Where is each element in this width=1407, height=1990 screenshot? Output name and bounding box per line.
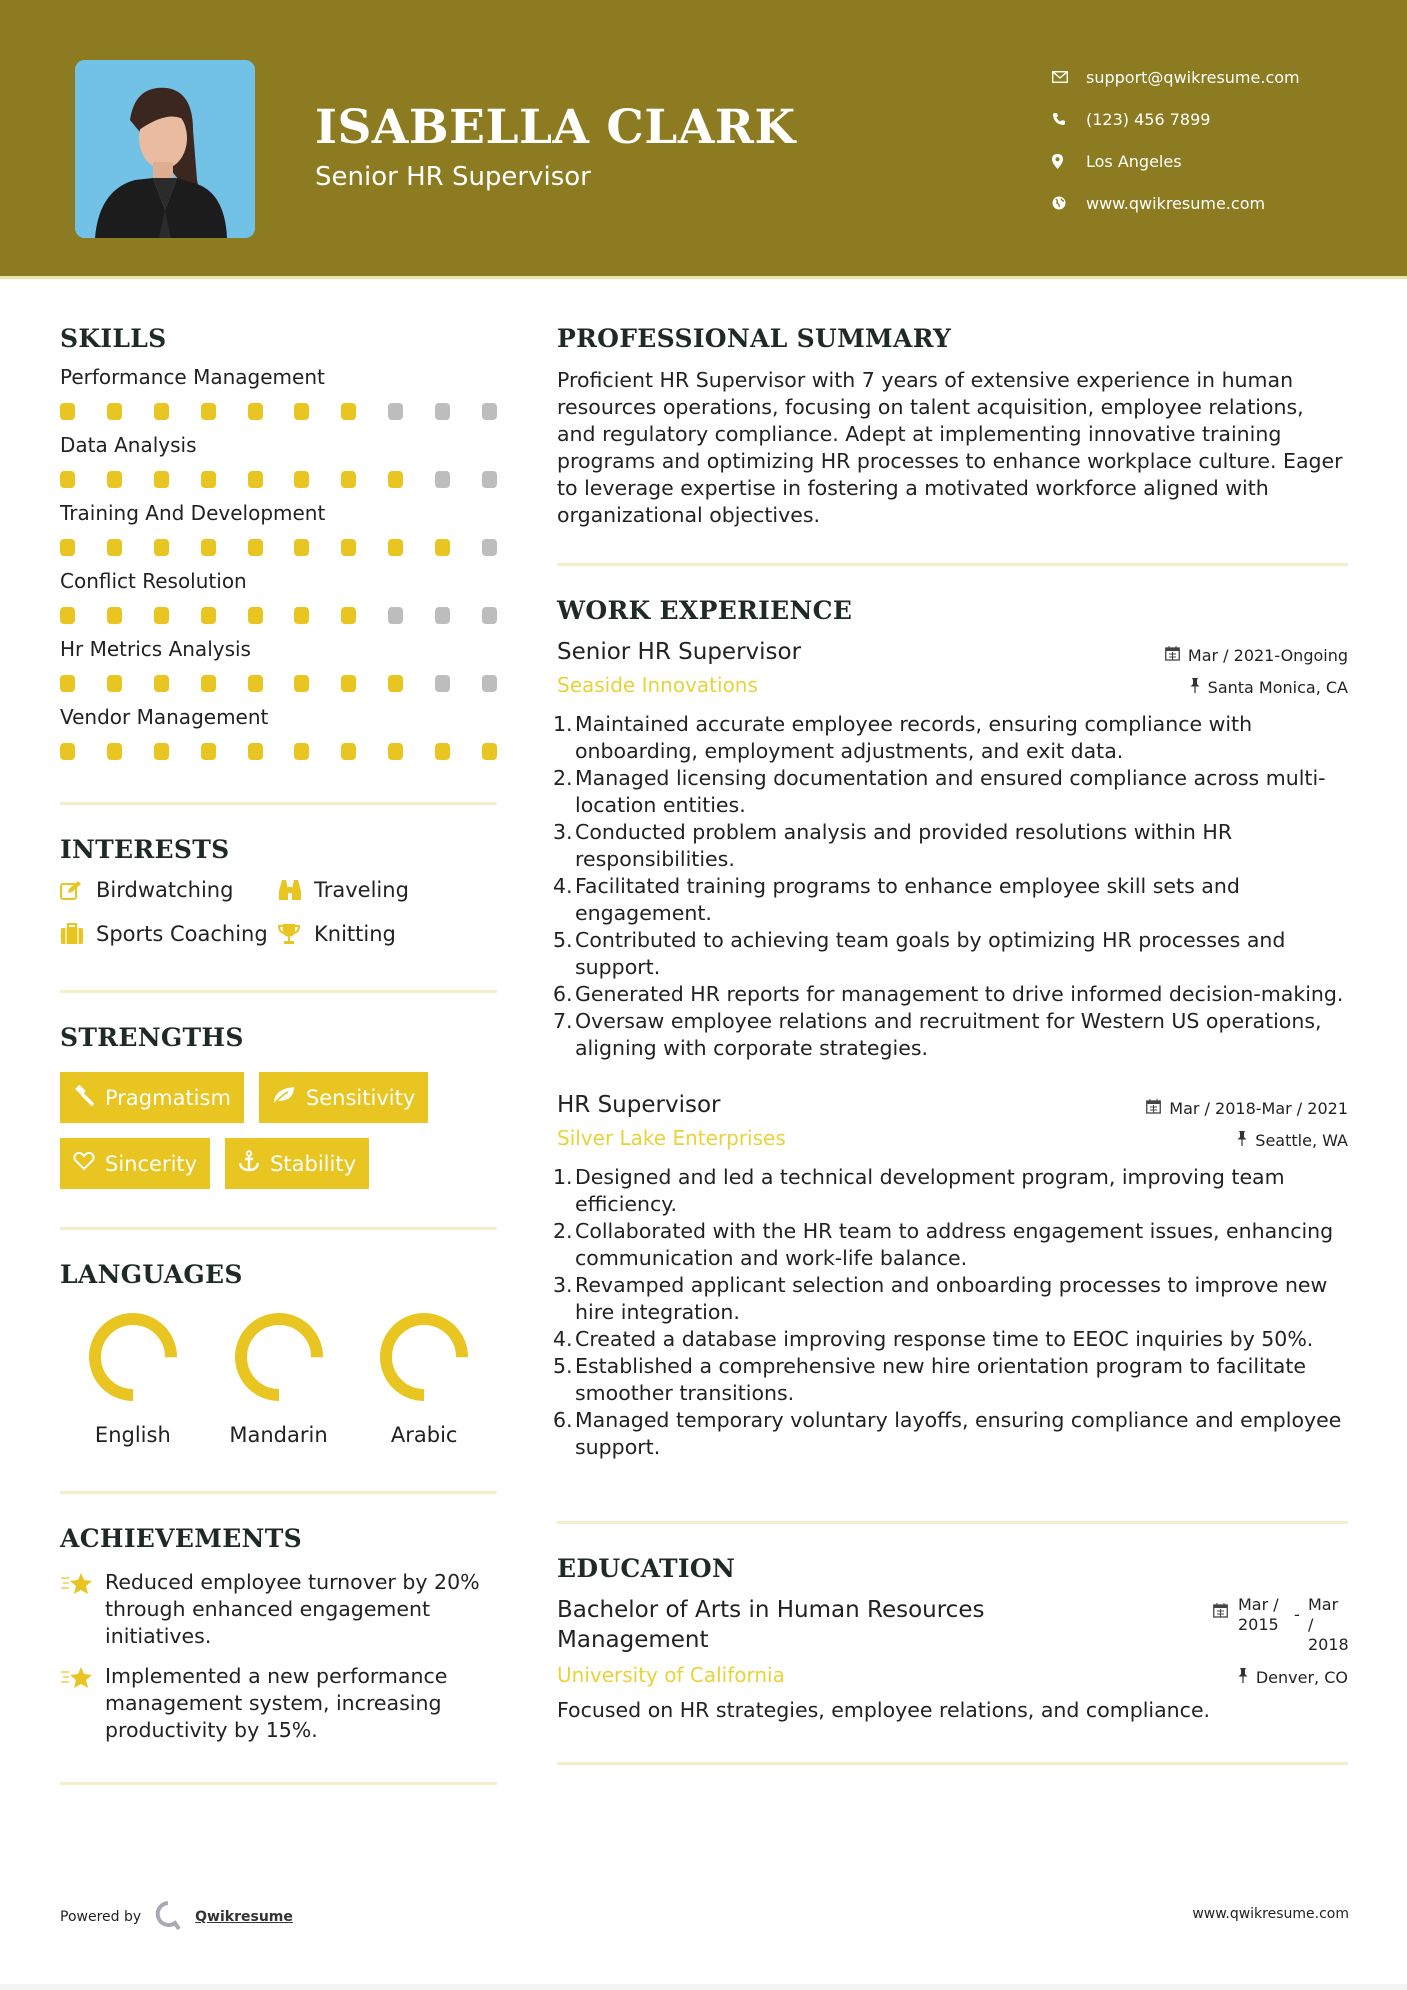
map-marker-icon	[1050, 154, 1086, 169]
calendar-icon	[1146, 1099, 1161, 1118]
interest-item	[60, 878, 278, 902]
experience-heading: WORK EXPERIENCE	[557, 596, 853, 625]
interests-list	[60, 878, 497, 946]
rating-dot-filled	[248, 743, 263, 760]
strength-tag	[60, 1072, 244, 1123]
job-location-text: Seattle, WA	[1255, 1131, 1348, 1150]
interest-label: Birdwatching	[96, 878, 234, 902]
school-name: University of California	[557, 1663, 785, 1687]
candidate-title: Senior HR Supervisor	[315, 162, 591, 192]
rating-dot-filled	[154, 539, 169, 556]
bullet-number: 4.	[553, 1327, 573, 1351]
interest-item	[278, 922, 497, 946]
bullet-text: Oversaw employee relations and recruitment for Western US operations, aligning with corporate strategies.	[575, 1009, 1322, 1060]
skills-list	[60, 365, 497, 760]
footer-powered-by	[60, 1900, 293, 1934]
bullet-item	[553, 1164, 1348, 1218]
interests-heading: INTERESTS	[60, 835, 230, 864]
contact-website-text: www.qwikresume.com	[1086, 193, 1266, 213]
rating-dot-filled	[60, 403, 75, 420]
candidate-name: ISABELLA CLARK	[315, 100, 796, 155]
contact-phone-text: (123) 456 7899	[1086, 109, 1211, 129]
left-column	[60, 320, 497, 1785]
bullet-text: Managed temporary voluntary layoffs, ensuring compliance and employee support.	[575, 1408, 1342, 1459]
job-entry	[553, 1092, 1348, 1461]
strength-label: Stability	[270, 1151, 357, 1176]
bullet-number: 2.	[553, 766, 573, 790]
job-dates	[1146, 1099, 1348, 1118]
section-divider	[557, 1762, 1348, 1765]
rating-dot-filled	[107, 539, 122, 556]
bullet-number: 1.	[553, 1165, 573, 1189]
bullet-number: 6.	[553, 1408, 573, 1432]
language-progress-ring	[378, 1311, 470, 1403]
rating-dot-filled	[107, 675, 122, 692]
rating-dot-filled	[154, 743, 169, 760]
gavel-icon	[73, 1084, 95, 1111]
skill-rating	[60, 403, 497, 420]
rating-dot-filled	[60, 539, 75, 556]
summary-text: Proficient HR Supervisor with 7 years of extensive experience in human resources operations, focusing on talent acquisition, employee relations, and regulatory compliance. Adept at implementing innovative training programs and optimizing HR processes to enhance workplace culture. Eager to leverage expertise in fostering a motivated workforce aligned with organizational objectives.	[557, 368, 1343, 527]
education-start: Mar / 2015	[1238, 1595, 1279, 1634]
job-bullets	[553, 1164, 1348, 1461]
contact-website[interactable]	[1050, 182, 1300, 224]
rating-dot-empty	[435, 607, 450, 624]
language-label: Mandarin	[229, 1423, 328, 1447]
bullet-item	[553, 1326, 1348, 1353]
leaf-icon	[272, 1085, 296, 1110]
skill-rating	[60, 471, 497, 488]
rating-dot-filled	[341, 675, 356, 692]
header-divider	[0, 276, 1407, 279]
strength-tag	[259, 1072, 428, 1123]
anchor-icon	[238, 1150, 260, 1177]
section-divider	[557, 1521, 1348, 1524]
education-header	[557, 1595, 1348, 1655]
bullet-text: Established a comprehensive new hire orientation program to facilitate smoother transitions.	[575, 1354, 1306, 1405]
rating-dot-empty	[482, 403, 497, 420]
rating-dot-filled	[388, 539, 403, 556]
skill-name: Data Analysis	[60, 433, 197, 457]
education-end: Mar / 2018	[1308, 1595, 1349, 1654]
summary-heading: PROFESSIONAL SUMMARY	[557, 324, 952, 353]
rating-dot-filled	[107, 743, 122, 760]
strengths-heading: STRENGTHS	[60, 1023, 244, 1052]
bullet-text: Conducted problem analysis and provided resolutions within HR responsibilities.	[575, 820, 1233, 871]
bullet-text: Managed licensing documentation and ensured compliance across multi-location entities.	[575, 766, 1326, 817]
trophy-icon	[278, 923, 314, 945]
contact-list	[1050, 56, 1300, 224]
rating-dot-filled	[341, 471, 356, 488]
language-item	[206, 1311, 352, 1447]
rating-dot-filled	[341, 539, 356, 556]
globe-icon	[1050, 196, 1086, 210]
rating-dot-filled	[201, 743, 216, 760]
strength-tag	[225, 1138, 369, 1189]
rating-dot-filled	[201, 403, 216, 420]
section-divider	[60, 1782, 497, 1785]
section-divider	[557, 563, 1348, 566]
contact-phone[interactable]	[1050, 98, 1300, 140]
achievements-heading: ACHIEVEMENTS	[60, 1524, 302, 1553]
degree-title: Bachelor of Arts in Human Resources Management	[557, 1597, 985, 1653]
rating-dot-empty	[388, 403, 403, 420]
section-divider	[60, 1227, 497, 1230]
qwikresume-logo-icon	[153, 1900, 183, 1934]
bullet-item	[553, 765, 1348, 819]
section-divider	[60, 990, 497, 993]
rating-dot-filled	[201, 675, 216, 692]
interest-label: Traveling	[314, 878, 409, 902]
rating-dot-filled	[341, 607, 356, 624]
pushpin-icon	[1190, 678, 1200, 697]
strength-label: Pragmatism	[105, 1085, 231, 1110]
bullet-number: 6.	[553, 982, 573, 1006]
bullet-number: 5.	[553, 928, 573, 952]
language-progress-ring	[87, 1311, 179, 1403]
rating-dot-filled	[201, 539, 216, 556]
pushpin-icon	[1237, 1131, 1247, 1150]
contact-email[interactable]	[1050, 56, 1300, 98]
rating-dot-filled	[60, 607, 75, 624]
bullet-number: 3.	[553, 820, 573, 844]
bullet-item	[553, 873, 1348, 927]
edit-icon	[60, 880, 96, 900]
strength-tag	[60, 1138, 210, 1189]
right-column	[553, 320, 1349, 1765]
skill-name: Performance Management	[60, 365, 325, 389]
powered-by-label: Powered by	[60, 1909, 142, 1925]
job-header	[557, 1092, 1348, 1118]
rating-dot-filled	[201, 471, 216, 488]
rating-dot-filled	[60, 675, 75, 692]
envelope-icon	[1050, 71, 1086, 83]
skill-rating	[60, 675, 497, 692]
rating-dot-filled	[341, 743, 356, 760]
education-subheader	[557, 1663, 1348, 1687]
education-location-text: Denver, CO	[1255, 1668, 1348, 1687]
strength-label: Sensitivity	[305, 1085, 416, 1110]
section-divider	[60, 1491, 497, 1494]
bullet-item	[553, 1272, 1348, 1326]
job-location	[1190, 678, 1348, 697]
education-heading: EDUCATION	[557, 1554, 736, 1583]
bullet-text: Maintained accurate employee records, ensuring compliance with onboarding, employment adjustments, and exit data.	[575, 712, 1253, 763]
bullet-text: Contributed to achieving team goals by optimizing HR processes and support.	[575, 928, 1286, 979]
rating-dot-filled	[388, 675, 403, 692]
rating-dot-empty	[482, 607, 497, 624]
rating-dot-filled	[294, 607, 309, 624]
language-item	[60, 1311, 206, 1447]
strengths-list	[60, 1072, 497, 1189]
shooting-star-icon	[60, 1569, 105, 1650]
rating-dot-filled	[294, 471, 309, 488]
resume-header	[0, 0, 1407, 276]
bullet-text: Created a database improving response time to EEOC inquiries by 50%.	[575, 1327, 1314, 1351]
rating-dot-filled	[248, 403, 263, 420]
rating-dot-filled	[154, 607, 169, 624]
education-dates	[1213, 1595, 1348, 1655]
contact-location-text: Los Angeles	[1086, 151, 1182, 171]
rating-dot-filled	[107, 607, 122, 624]
bullet-item	[553, 1008, 1348, 1062]
rating-dot-empty	[482, 675, 497, 692]
rating-dot-filled	[107, 471, 122, 488]
bullet-text: Designed and led a technical development program, improving team efficiency.	[575, 1165, 1285, 1216]
bullet-number: 2.	[553, 1219, 573, 1243]
rating-dot-filled	[60, 743, 75, 760]
skills-heading: SKILLS	[60, 324, 167, 353]
rating-dot-filled	[248, 607, 263, 624]
skill-rating	[60, 607, 497, 624]
bullet-number: 4.	[553, 874, 573, 898]
bullet-text: Collaborated with the HR team to address engagement issues, enhancing communication and work-life balance.	[575, 1219, 1334, 1270]
education-location	[1238, 1668, 1348, 1687]
bullet-number: 7.	[553, 1009, 573, 1033]
calendar-icon	[1165, 646, 1180, 665]
rating-dot-filled	[435, 743, 450, 760]
job-subheader	[557, 673, 1348, 697]
rating-dot-filled	[154, 675, 169, 692]
rating-dot-filled	[294, 743, 309, 760]
skill-name: Training And Development	[60, 501, 326, 525]
language-label: English	[94, 1423, 171, 1447]
rating-dot-filled	[60, 471, 75, 488]
rating-dot-filled	[248, 675, 263, 692]
suitcase-icon	[60, 923, 96, 945]
language-progress-ring	[233, 1311, 325, 1403]
profile-photo	[75, 60, 255, 238]
bullet-item	[553, 981, 1348, 1008]
achievement-text: Implemented a new performance management system, increasing productivity by 15%.	[105, 1664, 448, 1742]
date-separator: -	[1294, 1605, 1300, 1624]
languages-list	[60, 1311, 497, 1447]
interest-label: Sports Coaching	[96, 922, 268, 946]
rating-dot-empty	[482, 471, 497, 488]
rating-dot-filled	[388, 743, 403, 760]
rating-dot-filled	[248, 539, 263, 556]
language-item	[351, 1311, 497, 1447]
bullet-item	[553, 711, 1348, 765]
shooting-star-icon	[60, 1663, 105, 1744]
job-location-text: Santa Monica, CA	[1207, 678, 1348, 697]
job-subheader	[557, 1126, 1348, 1150]
interest-item	[278, 878, 497, 902]
section-divider	[60, 802, 497, 805]
company-name: Seaside Innovations	[557, 673, 758, 697]
rating-dot-filled	[341, 403, 356, 420]
education-entry	[557, 1595, 1348, 1724]
skill-name: Conflict Resolution	[60, 569, 247, 593]
company-name: Silver Lake Enterprises	[557, 1126, 786, 1150]
page-bottom-edge	[0, 1984, 1407, 1990]
person-photo-icon	[75, 60, 255, 238]
rating-dot-filled	[294, 539, 309, 556]
job-dates-text: Mar / 2021-Ongoing	[1187, 646, 1348, 665]
languages-heading: LANGUAGES	[60, 1260, 243, 1289]
job-bullets	[553, 711, 1348, 1062]
achievements-list	[60, 1569, 497, 1744]
pushpin-icon	[1238, 1668, 1248, 1687]
skill-name: Vendor Management	[60, 705, 269, 729]
rating-dot-filled	[294, 403, 309, 420]
rating-dot-filled	[388, 471, 403, 488]
achievement-item	[60, 1663, 497, 1744]
phone-icon	[1050, 112, 1086, 126]
job-dates-text: Mar / 2018-Mar / 2021	[1169, 1099, 1348, 1118]
rating-dot-empty	[435, 403, 450, 420]
skill-rating	[60, 743, 497, 760]
bullet-text: Facilitated training programs to enhance employee skill sets and engagement.	[575, 874, 1240, 925]
job-location	[1237, 1131, 1348, 1150]
bullet-number: 1.	[553, 712, 573, 736]
rating-dot-empty	[388, 607, 403, 624]
achievement-text: Reduced employee turnover by 20% through enhanced engagement initiatives.	[105, 1570, 480, 1648]
bullet-item	[553, 819, 1348, 873]
bullet-item	[553, 1353, 1348, 1407]
contact-location	[1050, 140, 1300, 182]
qwikresume-link[interactable]: Qwikresume	[195, 1909, 293, 1925]
rating-dot-filled	[482, 743, 497, 760]
bullet-text: Generated HR reports for management to drive informed decision-making.	[575, 982, 1344, 1006]
interest-label: Knitting	[314, 922, 396, 946]
rating-dot-empty	[482, 539, 497, 556]
interest-item	[60, 922, 278, 946]
calendar-icon	[1213, 1595, 1228, 1622]
rating-dot-filled	[107, 403, 122, 420]
bullet-number: 5.	[553, 1354, 573, 1378]
strength-label: Sincerity	[105, 1151, 198, 1176]
bullet-item	[553, 1218, 1348, 1272]
job-title: Senior HR Supervisor	[557, 639, 802, 665]
rating-dot-filled	[154, 471, 169, 488]
education-description: Focused on HR strategies, employee relations, and compliance.	[557, 1698, 1211, 1722]
skill-rating	[60, 539, 497, 556]
job-title: HR Supervisor	[557, 1092, 721, 1118]
bullet-text: Revamped applicant selection and onboarding processes to improve new hire integration.	[575, 1273, 1328, 1324]
language-label: Arabic	[390, 1423, 458, 1447]
job-dates	[1165, 646, 1348, 665]
job-entry	[553, 639, 1348, 1062]
heart-icon	[73, 1151, 95, 1176]
bullet-item	[553, 927, 1348, 981]
bullet-number: 3.	[553, 1273, 573, 1297]
achievement-item	[60, 1569, 497, 1650]
contact-email-text: support@qwikresume.com	[1086, 67, 1300, 87]
rating-dot-filled	[154, 403, 169, 420]
rating-dot-filled	[201, 607, 216, 624]
rating-dot-filled	[248, 471, 263, 488]
job-header	[557, 639, 1348, 665]
binoculars-icon	[278, 879, 314, 901]
footer-website-link[interactable]: www.qwikresume.com	[1192, 1906, 1349, 1922]
skill-name: Hr Metrics Analysis	[60, 637, 251, 661]
rating-dot-filled	[435, 539, 450, 556]
rating-dot-empty	[435, 675, 450, 692]
rating-dot-empty	[435, 471, 450, 488]
bullet-item	[553, 1407, 1348, 1461]
rating-dot-filled	[294, 675, 309, 692]
